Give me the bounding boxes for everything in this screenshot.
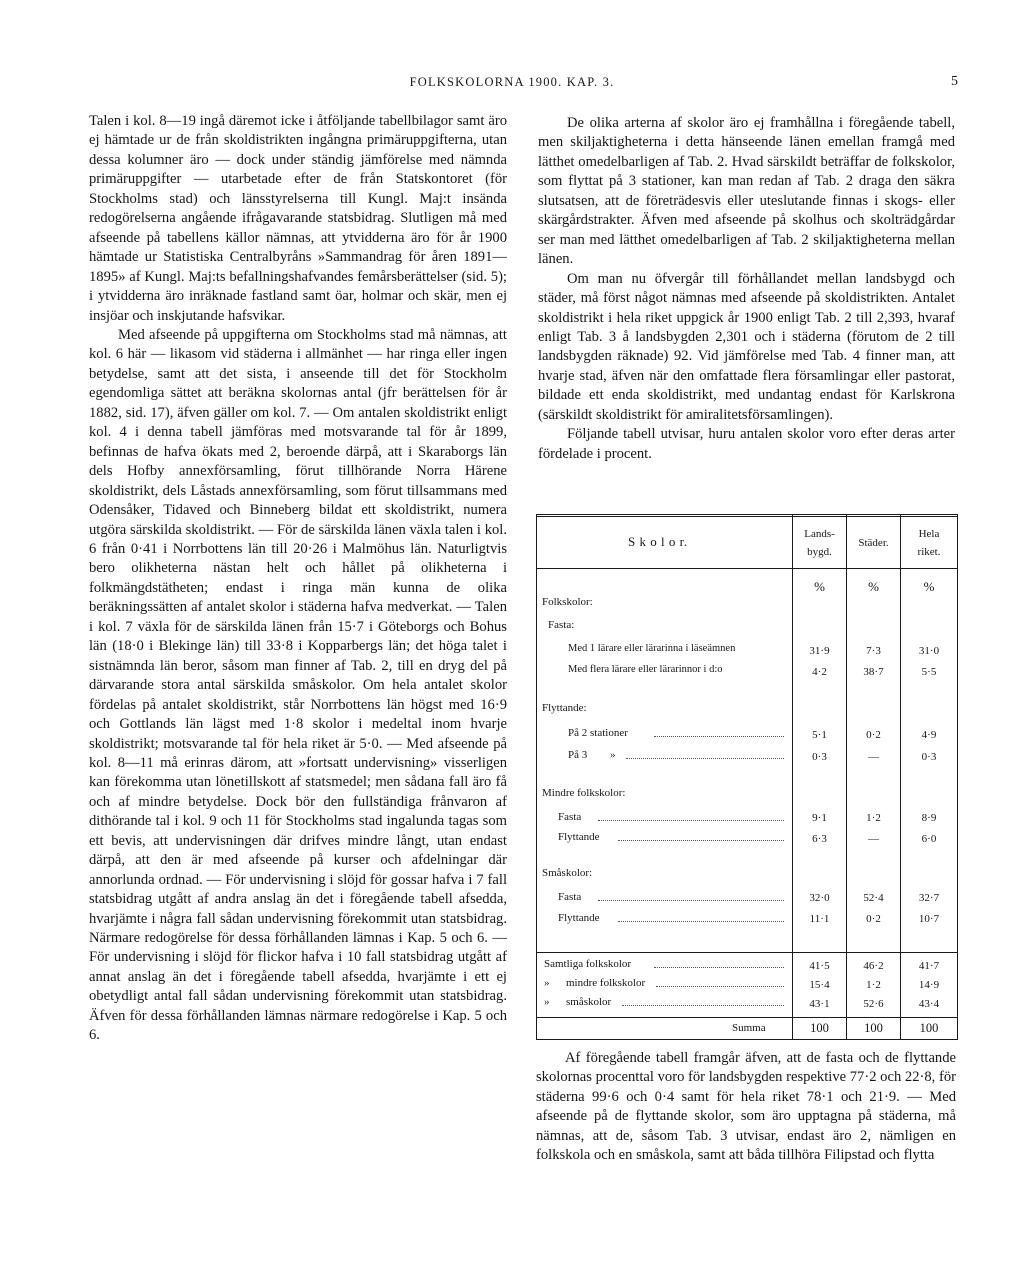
dot-leader <box>654 736 784 737</box>
cell-value: 6·0 <box>921 833 937 845</box>
row-label: Flyttande <box>558 912 600 924</box>
cell-value: 6·3 <box>812 833 827 845</box>
right-column <box>538 114 955 464</box>
row-label: Fasta <box>558 891 582 903</box>
header-landsbygd-2: bygd. <box>807 546 832 558</box>
paragraph: Med afseende på uppgifterna om Stockholms stad må nämnas, att kol. 6 här — likasom vid städerna i allmänhet — har ringa eller ingen betydelse, samt att det sista, i anseende till det för Stockholm egendomliga sättet att beräkna skolornas antal (jfr berättelsen för år 1882, sid. 17), äfven gäller om kol. 7. — Om antalen skoldistrikt enligt kol. 4 i denna tabell jämföras med motsvarande tal för år 1899, befinnas de hafva ökats med 2, beroende därpå, att i Skaraborgs län dels Hofby annexförsamling, förut tillhörande Norra Härene skoldistrikt, dels Låstads annexförsamling, som förut tillsammans med Odensåker, Tidaved och Binneberg bildat ett skoldistrikt, numera utgöra särskilda skoldistrikt. — För de särskilda länen växla talen i kol. 6 från 0·41 i Norrbottens län till 20·26 i Malmöhus län. Naturligtvis bero olikheterna nästan helt och hållet på olikheterna i folkmängdstätheten; endast i ringa män kunna de olika beräkningssätten af antalet skolor i städerna hafva medverkat. — Talen i kol. 7 växla för de särskilda länen från 15·7 i Göteborgs och Bohus län (18·0 i Blekinge län) till 33·8 i Kopparbergs län; det höga talet i sistnämnda län beror, såsom man finner af Tab. 2, till en dryg del på därvarande stora antal särskilda småskolor. Om hela antalet skolor fördelas på antalet skoldistrikt, står Norrbottens län högst med 16·9 och Gottlands län lägst med 1·8 skolor i medeltal inom hvarje skoldistrikt; motsvarande tal för hela riket är 5·0. — Med afseende på kol. 8—11 må erinras därom, att »fortsatt undervisning» visserligen kan förekomma utan lönetillskott af statsmedel; men sådana fall äro få och af mindre betydelse. Dock bör den fullständiga frånvaron af dithörande tal i kol. 9 och 11 för Stockholms stad ingalunda tagas som ett bevis, att undervisningen där drifves mindre långt, utan endast därpå, att den är med afseende på kurser och afdelningar där annorlunda ordnad. — För undervisning i slöjd för gossar hafva i 7 fall statsbidrag utgått af andra anslag än det i föregående tabell afsedda, hvarjämte i några fall sådan undervisning förekommit utan statsbidrag. Närmare redogörelse för dessa förhållanden lämnas i Kap. 5 och 6. — För undervisning i slöjd för flickor hafva i 10 fall statsbidrag utgått af annat anslag än det i föregående tabell afsedda, hvarjämte i ett ej obetydligt antal fall sådan undervisning förekommit utan statsbidrag. Äfven för dessa förhållanden lämnas närmare redogörelse i Kap. 5 och 6. <box>89 326 507 1044</box>
cell-value: 1·2 <box>866 812 881 824</box>
unit-percent: % <box>868 579 879 594</box>
cell-value: — <box>868 751 879 763</box>
cell-value: 14·9 <box>918 979 940 991</box>
cell-value: 46·2 <box>863 960 884 972</box>
dot-leader <box>598 900 784 901</box>
row-label: småskolor <box>566 996 612 1008</box>
row-label: Samtliga folkskolor <box>544 958 632 970</box>
dot-leader <box>622 1005 784 1006</box>
table-rule-left <box>536 514 537 1040</box>
summa-label: Summa <box>732 1022 766 1034</box>
dot-leader <box>618 921 784 922</box>
header-hela: Hela <box>918 528 940 540</box>
unit-percent: % <box>814 579 825 594</box>
cell-value: 52·6 <box>863 998 884 1010</box>
header-skolor: S k o l o r. <box>628 534 688 549</box>
cell-value: 0·2 <box>866 729 881 741</box>
table-rule-right <box>957 514 958 1040</box>
row-label: Med flera lärare eller lärarinnor i d:o <box>568 664 723 675</box>
percentage-table <box>536 514 958 1040</box>
dot-leader <box>618 840 784 841</box>
cell-value: 1·2 <box>866 979 881 991</box>
cell-value: 38·7 <box>863 666 884 678</box>
running-title: FOLKSKOLORNA 1900. KAP. 3. <box>409 75 615 89</box>
cell-value: 31·0 <box>918 645 940 657</box>
dot-leader <box>626 758 784 759</box>
cell-value: 43·4 <box>918 998 940 1010</box>
cell-value: 7·3 <box>866 645 881 657</box>
cell-value: 32·0 <box>809 892 830 904</box>
table-rule-totals <box>536 952 958 953</box>
header-hela-2: riket. <box>917 546 941 558</box>
header-landsbygd: Lands- <box>804 528 835 540</box>
header-stader: Städer. <box>858 537 889 549</box>
paragraph: Följande tabell utvisar, huru antalen skolor voro efter deras arter fördelade i procent. <box>538 426 955 462</box>
summa-value: 100 <box>919 1021 939 1035</box>
group-label: Flyttande: <box>542 702 587 714</box>
summa-value: 100 <box>864 1021 883 1035</box>
table-rule-summa <box>536 1017 958 1018</box>
cell-value: 5·1 <box>812 729 827 741</box>
group-label: Småskolor: <box>542 867 593 879</box>
paragraph: Talen i kol. 8—19 ingå däremot icke i åtföljande tabellbilagor samt äro ej hämtade ur de från skoldistrikten ingångna primäruppgifterna, utan dessa kolumner äro — dock under ständig jämförelse med nämnda primäruppgifter — utarbetade efter de från Statskontoret (för Stockholms stad) och länsstyrelserna till Kungl. Maj:t insända redogörelserna angående ifrågavarande statsbidrag. Slutligen må med afseende på tabellens källor nämnas, att ytvidderna äro för år 1900 hämtade ur Statistiska Centralbyråns »Sammandrag för åren 1891—1895» af Kungl. Maj:ts befallningshafvandes femårsberättelser (sid. 5); i ytvidderna äro inräknade fastland samt öar, holmar och skär, men ej insjöar och inskjutande hafsvikar. <box>89 113 507 324</box>
cell-value: 10·7 <box>918 913 940 925</box>
cell-value: 11·1 <box>809 913 830 925</box>
cell-value: 4·2 <box>812 666 827 678</box>
cell-value: 0·3 <box>921 751 937 763</box>
cell-value: 0·2 <box>866 913 881 925</box>
cell-value: 41·5 <box>809 960 830 972</box>
ditto-mark: » <box>610 749 616 761</box>
table-rule-header <box>536 568 958 569</box>
row-label: På 2 stationer <box>568 727 628 739</box>
cell-value: 5·5 <box>921 666 937 678</box>
dot-leader <box>598 820 784 821</box>
row-label: Flyttande <box>558 831 600 843</box>
row-label: Fasta <box>558 811 582 823</box>
cell-value: 43·1 <box>809 998 830 1010</box>
table-rule-bottom <box>536 1039 958 1040</box>
page-header <box>0 75 1024 95</box>
group-label: Mindre folkskolor: <box>542 787 626 799</box>
cell-value: — <box>868 833 879 845</box>
paragraph: De olika arterna af skolor äro ej framhållna i föregående tabell, men skiljaktigheterna i detta hänseende länen emellan framgå med lätthet omedelbarligen af Tab. 2. Hvad särskildt beträffar de folkskolor, som flyttat på 3 stationer, kan man redan af Tab. 2 draga den säkra slutsatsen, att de företrädesvis eller uteslutande finnas i skogs- eller skärgårdstrakter. Äfven med afseende på skolhus och skolträdgårdar ser man med lätthet omedelbarligen af Tab. 2 skiljaktigheterna mellan länen. <box>538 115 955 268</box>
group-label: Fasta: <box>548 619 575 631</box>
row-label: Med 1 lärare eller lärarinna i läseämnen <box>568 643 736 654</box>
cell-value: 4·9 <box>921 729 937 741</box>
cell-value: 9·1 <box>812 812 827 824</box>
table-rule-top <box>536 514 958 515</box>
cell-value: 31·9 <box>809 645 830 657</box>
ditto-mark: » <box>544 996 550 1008</box>
ditto-mark: » <box>544 977 550 989</box>
dot-leader <box>654 967 784 968</box>
dot-leader <box>656 986 784 987</box>
group-label: Folkskolor: <box>542 596 593 608</box>
cell-value: 32·7 <box>918 892 940 904</box>
paragraph: Af föregående tabell framgår äfven, att de fasta och de flyttande skolornas procenttal voro för landsbygden respektive 77·2 och 22·8, för städerna 99·6 och 0·4 samt för hela riket 78·1 och 21·9. — Med afseende på de flyttande skolor, som äro upptagna på städerna, må nämnas, att de, såsom Tab. 3 utvisar, endast äro 2, nämligen en folkskola och en småskola, samt att båda tillhöra Filipstad och flytta <box>536 1050 956 1164</box>
cell-value: 15·4 <box>809 979 830 991</box>
cell-value: 8·9 <box>921 812 937 824</box>
unit-percent: % <box>923 579 935 594</box>
paragraph: Om man nu öfvergår till förhållandet mellan landsbygd och städer, må först något nämnas med afseende på skoldistrikten. Antalet skoldistrikt i hela riket uppgick år 1900 enligt Tab. 2 till 2,393, hvaraf enligt Tab. 3 å landsbygden 2,301 och i städerna (förutom de 2 till landsbygden räknade) 92. Vid jämförelse med Tab. 4 finner man, att hvarje stad, äfven när den omfattade flera församlingar eller pastorat, bildade ett enda skoldistrikt, med undantag endast för Karlskrona (särskildt skoldistrikt för amiralitetsförsamlingen). <box>538 270 955 423</box>
summa-value: 100 <box>810 1021 829 1035</box>
row-label: På 3 <box>568 749 588 761</box>
left-column <box>89 112 507 1046</box>
table-rule-top-2 <box>536 516 958 517</box>
right-column-bottom <box>536 1049 956 1166</box>
cell-value: 41·7 <box>918 960 940 972</box>
cell-value: 0·3 <box>812 751 827 763</box>
row-label: mindre folkskolor <box>566 977 646 989</box>
cell-value: 52·4 <box>863 892 884 904</box>
page-number: 5 <box>951 74 958 89</box>
